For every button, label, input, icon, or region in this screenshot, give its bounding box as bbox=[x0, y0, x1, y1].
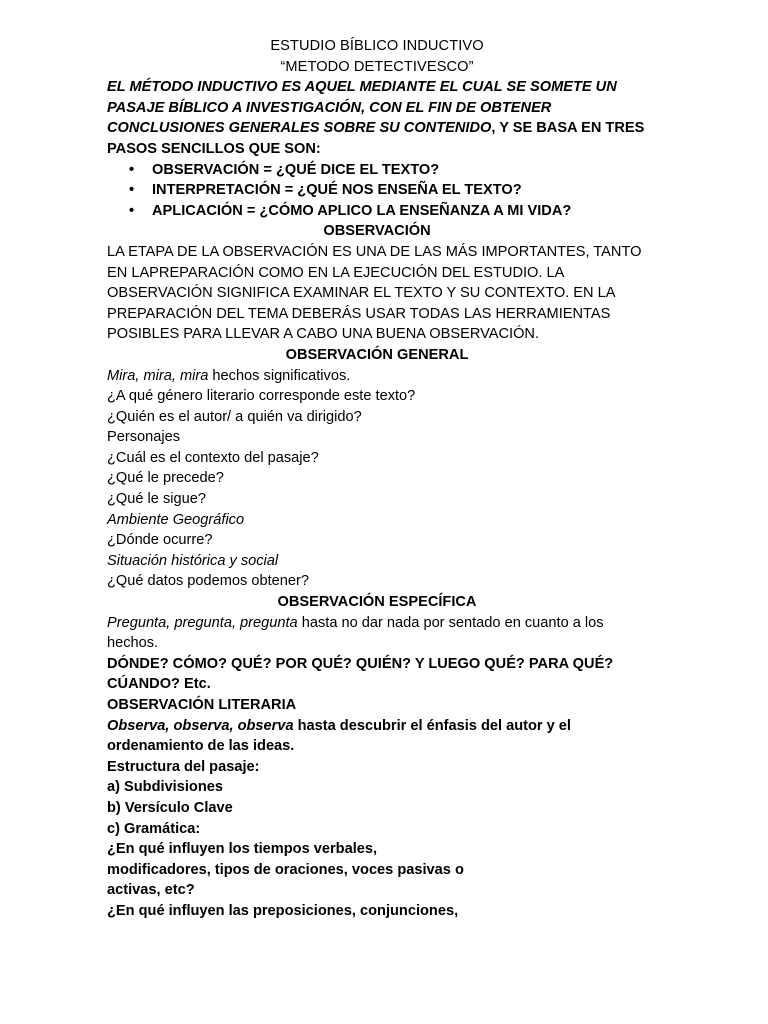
step-text: OBSERVACIÓN = ¿QUÉ DICE EL TEXTO? bbox=[152, 161, 440, 178]
grammar-question-line: activas, etc? bbox=[107, 882, 195, 899]
document-page bbox=[107, 36, 647, 922]
document-subtitle: “METODO DETECTIVESCO” bbox=[280, 58, 474, 75]
section-heading-general: OBSERVACIÓN GENERAL bbox=[285, 346, 469, 363]
geo-label: Ambiente Geográfico bbox=[107, 511, 245, 528]
document-title: ESTUDIO BÍBLICO INDUCTIVO bbox=[270, 38, 484, 54]
especifica-questions: DÓNDE? CÓMO? QUÉ? POR QUÉ? QUIÉN? Y LUEGO QUÉ? PARA QUÉ? CÚANDO? Etc. bbox=[107, 655, 614, 693]
literaria-lead bbox=[107, 716, 647, 757]
literaria-lead-normal: hasta descubrir el énfasis del autor y el ordenamiento de las ideas. bbox=[107, 717, 571, 755]
bullet-icon: • bbox=[129, 202, 135, 219]
intro-normal-text: , Y SE BASA EN TRES PASOS SENCILLOS QUE SON: bbox=[107, 120, 645, 157]
grammar-question-line: modificadores, tipos de oraciones, voces pasivas o bbox=[107, 861, 464, 878]
list-item bbox=[107, 160, 647, 181]
structure-item: a) Subdivisiones bbox=[107, 779, 223, 796]
list-item bbox=[107, 201, 647, 222]
observacion-paragraph: LA ETAPA DE LA OBSERVACIÓN ES UNA DE LAS MÁS IMPORTANTES, TANTO EN LAPREPARACIÓN COMO EN LA EJECUCIÓN DEL ESTUDIO. LA OBSERVACIÓN SIGNIFICA EXAMINAR EL TEXTO Y SU CONTEXTO. EN LA PREPARACIÓN DEL TEMA DEBERÁS USAR TODAS LAS HERRAMIENTAS POSIBLES PARA LLEVAR A CABO UNA BUENA OBSERVACIÓN. bbox=[107, 243, 642, 343]
general-lead-italic: Mira, mira, mira bbox=[107, 367, 209, 384]
general-line: ¿Qué le precede? bbox=[107, 470, 224, 487]
list-item bbox=[107, 180, 647, 201]
step-text: INTERPRETACIÓN = ¿QUÉ NOS ENSEÑA EL TEXTO? bbox=[152, 182, 522, 199]
intro-paragraph bbox=[107, 77, 647, 159]
section-heading-literaria: OBSERVACIÓN LITERARIA bbox=[107, 697, 297, 713]
especifica-lead bbox=[107, 613, 647, 654]
section-heading-especifica: OBSERVACIÓN ESPECÍFICA bbox=[277, 594, 477, 611]
general-line: ¿Qué le sigue? bbox=[107, 491, 206, 508]
geo-question: ¿Dónde ocurre? bbox=[107, 532, 213, 549]
general-line: ¿Cuál es el contexto del pasaje? bbox=[107, 449, 319, 466]
steps-list bbox=[107, 160, 647, 222]
social-question: ¿Qué datos podemos obtener? bbox=[107, 573, 310, 590]
bullet-icon: • bbox=[129, 161, 135, 178]
step-text: APLICACIÓN = ¿CÓMO APLICO LA ENSEÑANZA A MI VIDA? bbox=[152, 202, 572, 219]
bullet-icon: • bbox=[129, 182, 135, 199]
grammar-question-line-2: ¿En qué influyen las preposiciones, conjunciones, bbox=[107, 902, 459, 919]
structure-item: c) Gramática: bbox=[107, 820, 201, 837]
structure-item: b) Versículo Clave bbox=[107, 799, 233, 816]
especifica-lead-normal: hasta no dar nada por sentado en cuanto a los hechos. bbox=[107, 614, 604, 652]
grammar-question-line: ¿En qué influyen los tiempos verbales, bbox=[107, 841, 378, 858]
literaria-lead-italic: Observa, observa, observa bbox=[107, 717, 294, 734]
section-heading-observacion: OBSERVACIÓN bbox=[323, 223, 431, 240]
especifica-lead-italic: Pregunta, pregunta, pregunta bbox=[107, 614, 298, 631]
general-line: ¿Quién es el autor/ a quién va dirigido? bbox=[107, 408, 362, 425]
general-lead bbox=[107, 366, 647, 387]
general-lead-normal: hechos significativos. bbox=[208, 367, 351, 384]
structure-title: Estructura del pasaje: bbox=[107, 758, 260, 775]
social-label: Situación histórica y social bbox=[107, 552, 279, 569]
intro-italic-text: EL MÉTODO INDUCTIVO ES AQUEL MEDIANTE EL CUAL SE SOMETE UN PASAJE BÍBLICO A INVESTIGACIÓN, CON EL FIN DE OBTENER CONCLUSIONES GENERALES SOBRE SU CONTENIDO bbox=[107, 79, 617, 137]
general-line: ¿A qué género literario corresponde este texto? bbox=[107, 388, 416, 405]
general-line: Personajes bbox=[107, 429, 181, 446]
